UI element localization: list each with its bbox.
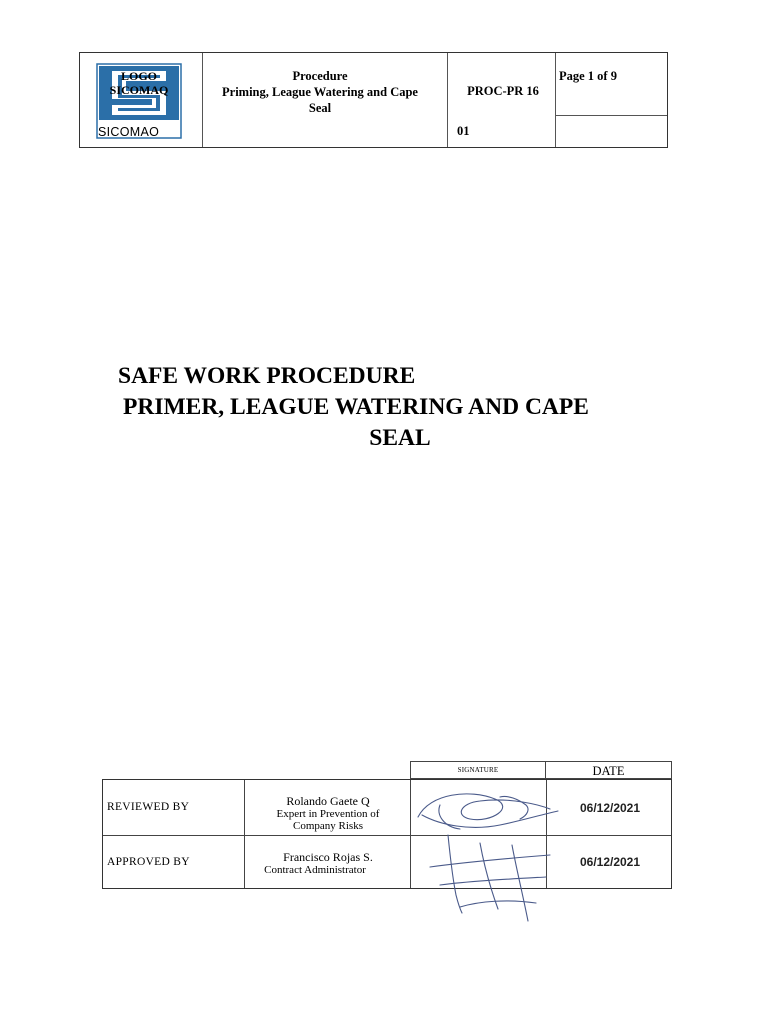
approval-table — [102, 779, 672, 889]
header-divider — [555, 53, 556, 147]
reviewer-info — [245, 795, 411, 832]
reviewer-position: Expert in Prevention of — [276, 808, 380, 820]
signature-stroke — [439, 805, 460, 829]
logo-company-name: SICOMAO — [98, 125, 160, 139]
title-line-1: SAFE WORK PROCEDURE — [118, 363, 416, 389]
revision-number: 01 — [457, 124, 470, 138]
document-header — [79, 52, 668, 148]
procedure-name: Priming, League Watering and Cape Seal — [222, 85, 418, 115]
signature-stroke — [480, 843, 498, 909]
signature-stroke — [512, 845, 528, 921]
reviewer-position-2: Company Risks — [293, 820, 363, 832]
date-column-header: DATE — [545, 761, 672, 779]
logo-placeholder-text — [96, 69, 182, 97]
header-divider — [447, 53, 448, 147]
company-logo — [96, 63, 182, 139]
reviewer-name: Rolando Gaete Q — [286, 794, 370, 808]
procedure-title — [215, 68, 425, 116]
handwritten-signatures — [400, 775, 580, 925]
reviewed-date: 06/12/2021 — [579, 801, 641, 815]
table-divider — [103, 835, 671, 836]
logo-placeholder-line: SICOMAQ — [109, 83, 169, 97]
page-number: Page 1 of 9 — [559, 69, 617, 83]
logo-placeholder-line: LOGO — [120, 69, 157, 83]
procedure-type: Procedure — [292, 69, 348, 83]
signature-stroke — [430, 855, 550, 867]
reviewed-by-label: REVIEWED BY — [107, 801, 190, 813]
signature-stroke — [448, 835, 462, 913]
approved-by-label: APPROVED BY — [107, 856, 190, 868]
signature-stroke — [418, 794, 550, 820]
signature-column-header: SIGNATURE — [410, 761, 546, 779]
approver-name: Francisco Rojas S. — [283, 850, 373, 864]
approver-position: Contract Administrator — [264, 864, 366, 876]
header-divider — [555, 115, 667, 116]
title-line-2: PRIMER, LEAGUE WATERING AND CAPE — [123, 394, 589, 420]
approved-date: 06/12/2021 — [579, 855, 641, 869]
title-line-3: SEAL — [369, 425, 431, 451]
approver-info — [245, 850, 411, 876]
signature-stroke — [440, 877, 546, 885]
header-divider — [202, 53, 203, 147]
procedure-code: PROC-PR 16 — [467, 84, 539, 98]
